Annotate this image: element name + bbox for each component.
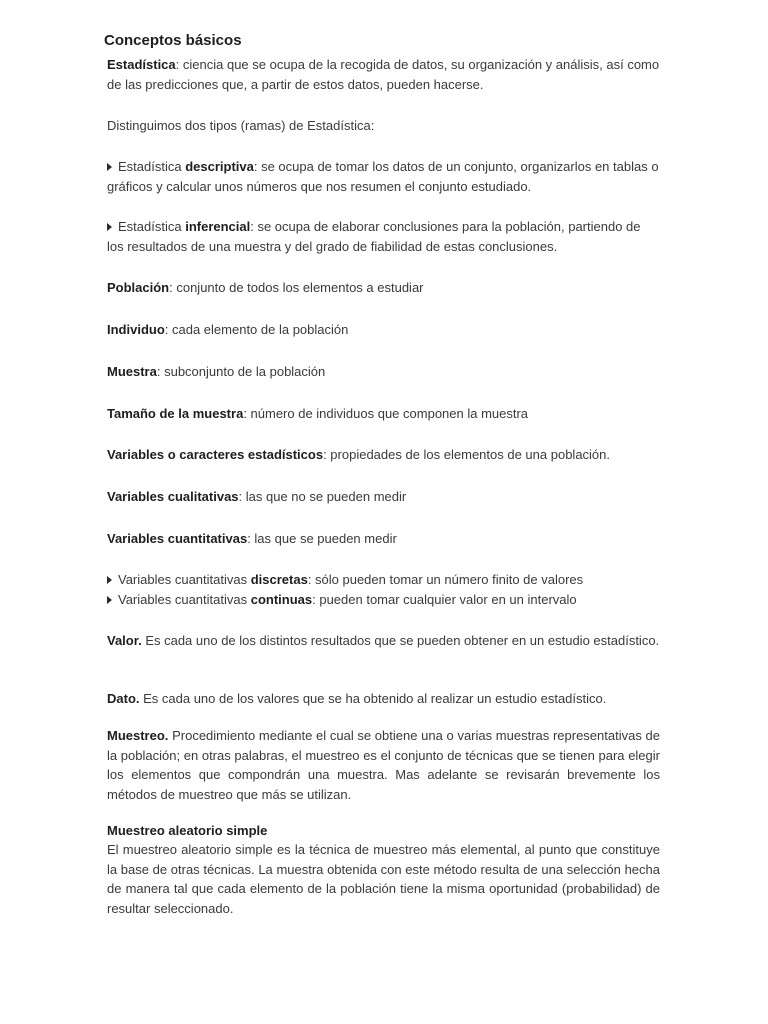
prefix: Variables cuantitativas (118, 572, 251, 587)
bullet-arrow-icon (107, 576, 112, 584)
definition-text: : las que no se pueden medir (238, 489, 407, 504)
term: Muestreo aleatorio simple (107, 823, 268, 838)
definition-discretas (107, 570, 660, 590)
definition-poblacion (107, 278, 660, 298)
section-heading-muestreo-aleatorio-simple (107, 821, 660, 841)
definition-muestra (107, 362, 660, 382)
term: Variables cualitativas (107, 489, 239, 504)
term: descriptiva (185, 159, 254, 174)
definition-text: Es cada uno de los distintos resultados que se pueden obtener en un estudio estadístico. (141, 633, 660, 648)
term: Variables o caracteres estadísticos (107, 447, 324, 462)
term: inferencial (185, 219, 251, 234)
bullet-arrow-icon (107, 223, 112, 231)
definition-inferencial (107, 217, 660, 256)
definition-text: Es cada uno de los valores que se ha obtenido al realizar un estudio estadístico. (139, 691, 607, 706)
definition-text: : subconjunto de la población (156, 364, 326, 379)
definition-estadistica (107, 55, 660, 94)
definition-text: : sólo pueden tomar un número finito de valores (307, 572, 584, 587)
definition-text: Procedimiento mediante el cual se obtiene una o varias muestras representativas de la población; en otras palabras, el muestreo es el conjunto de técnicas que se tienen para elegir los elementos que compondrán una muestra. Mas adelante se revisarán brevemente los métodos de muestreo que más se utilizan. (107, 728, 660, 802)
bullet-arrow-icon (107, 596, 112, 604)
definition-cualitativas (107, 487, 660, 507)
term: Estadística (107, 57, 176, 72)
definition-text: : se ocupa de tomar los datos de un conjunto, organizarlos en tablas o gráficos y calcular unos números que nos resumen el conjunto estudiado. (107, 159, 659, 194)
definition-text: : conjunto de todos los elementos a estudiar (169, 280, 424, 295)
term: Dato. (107, 691, 140, 706)
definition-descriptiva (107, 157, 660, 196)
term: Muestra (107, 364, 157, 379)
definition-text: : ciencia que se ocupa de la recogida de datos, su organización y análisis, así como de las predicciones que, a partir de estos datos, pueden hacerse. (107, 57, 660, 92)
definition-text: : número de individuos que componen la muestra (243, 406, 529, 421)
section-text-muestreo-aleatorio-simple: El muestreo aleatorio simple es la técnica de muestreo más elemental, al punto que constituye la base de otras técnicas. La muestra obtenida con este método resulta de una selección hecha de manera tal que cada elemento de la población tiene la misma oportunidad (probabilidad) de resultar seleccionado. (107, 842, 660, 916)
definition-tamano-muestra (107, 404, 660, 424)
term: Tamaño de la muestra (107, 406, 244, 421)
term: Población (107, 280, 170, 295)
term: continuas (250, 592, 313, 607)
term: Variables cuantitativas (107, 531, 248, 546)
definition-muestreo (107, 726, 660, 804)
definition-text: : las que se pueden medir (247, 531, 397, 546)
prefix: Estadística (118, 159, 186, 174)
prefix: Estadística (118, 219, 186, 234)
term: Valor. (107, 633, 142, 648)
term: Muestreo. (107, 728, 169, 743)
definition-individuo (107, 320, 660, 340)
tipos-intro: Distinguimos dos tipos (ramas) de Estadística: (107, 118, 375, 133)
definition-continuas (107, 590, 660, 610)
prefix: Variables cuantitativas (118, 592, 251, 607)
definition-variables (107, 445, 660, 465)
definition-text: : cada elemento de la población (164, 322, 349, 337)
definition-text: : pueden tomar cualquier valor en un intervalo (312, 592, 577, 607)
definition-text: : propiedades de los elementos de una población. (323, 447, 611, 462)
definition-cuantitativas (107, 529, 660, 549)
definition-text: : se ocupa de elaborar conclusiones para la población, partiendo de los resultados de una muestra y del grado de fiabilidad de estas conclusiones. (107, 219, 641, 254)
bullet-arrow-icon (107, 163, 112, 171)
page-title: Conceptos básicos (104, 32, 242, 49)
definition-dato (107, 689, 660, 709)
definition-valor (107, 631, 660, 651)
term: discretas (250, 572, 308, 587)
term: Individuo (107, 322, 165, 337)
